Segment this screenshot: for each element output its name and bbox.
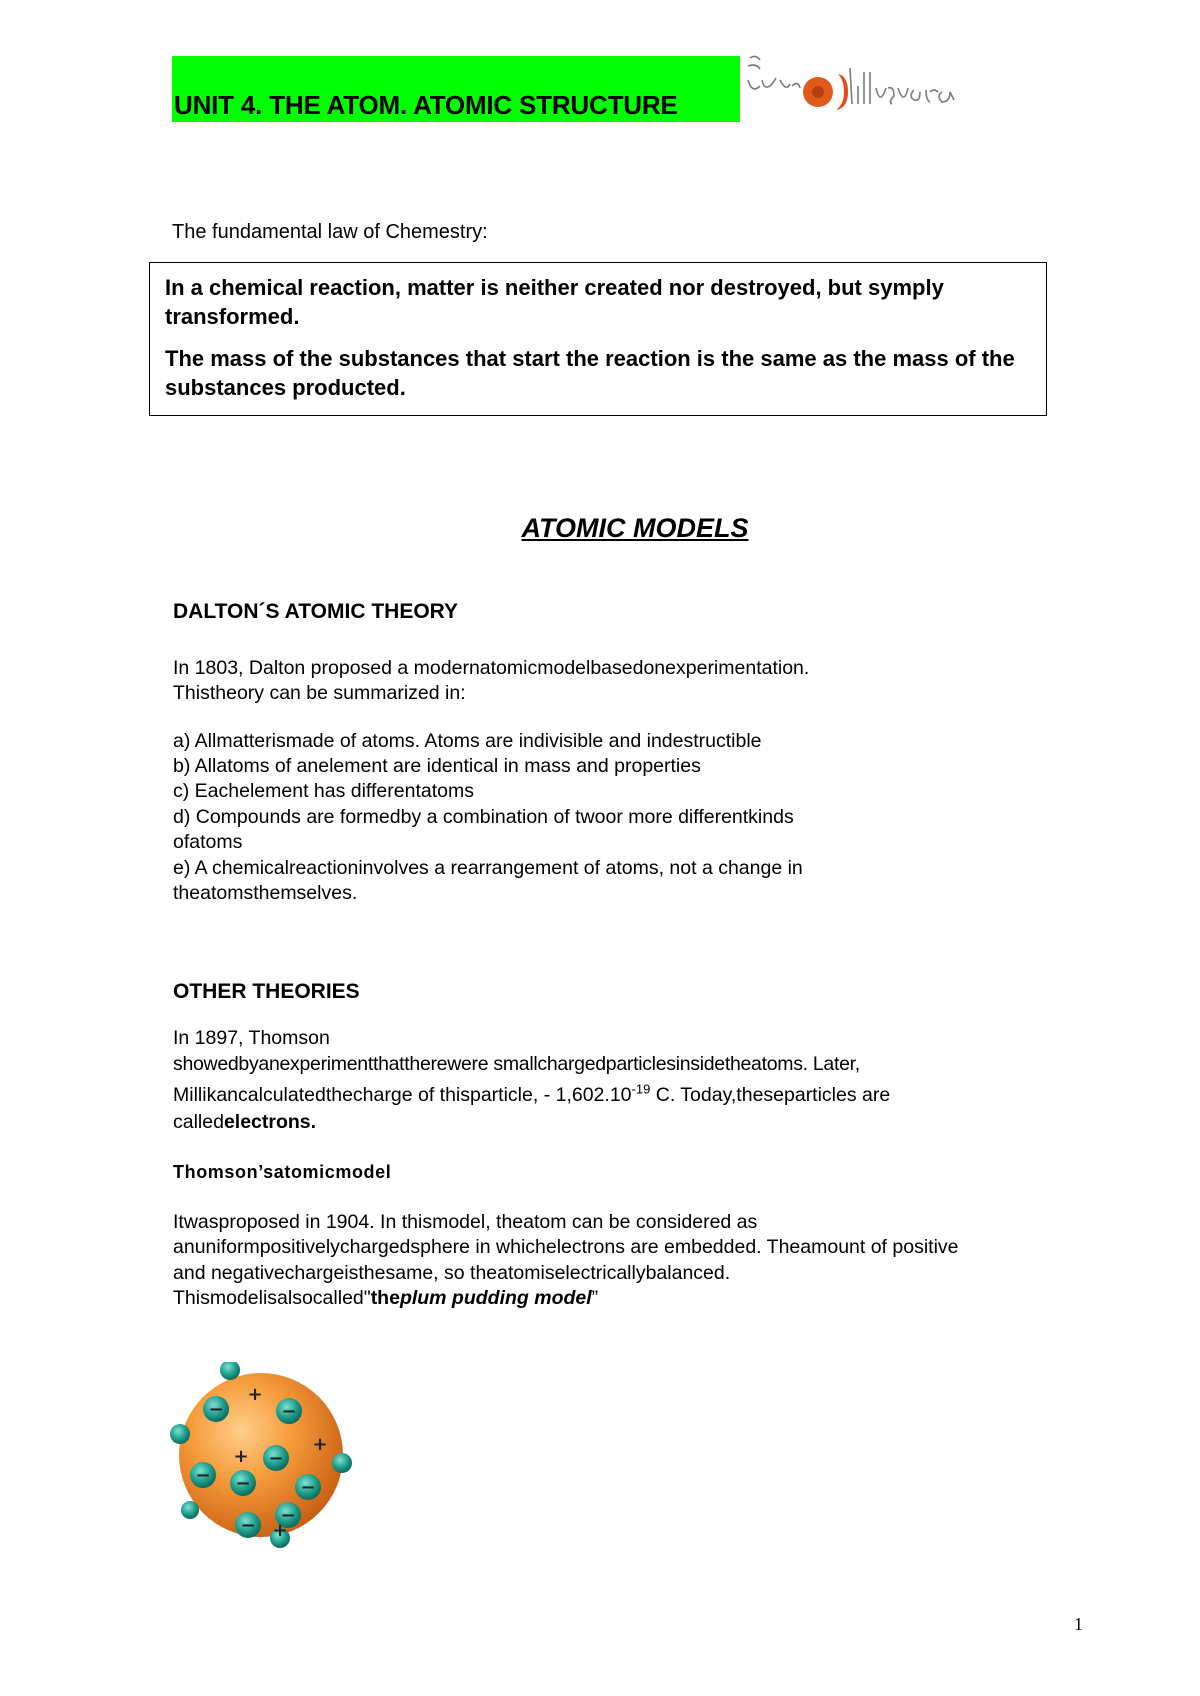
thomson-text: Thismodelisalsocalled" [173,1287,371,1309]
dalton-heading: DALTON´S ATOMIC THEORY [173,600,459,623]
dalton-point: b) Allatoms of anelement are identical in mass and properties [173,755,701,777]
exponent: -19 [631,1081,651,1097]
minus-sign: − [208,1399,224,1420]
minus-sign: − [300,1477,316,1498]
other-text: Millikancalculatedthecharge of thisparticle, - 1,602.10 [173,1084,632,1106]
dalton-point: ofatoms [173,831,243,853]
minus-sign: − [235,1473,251,1494]
thomson-line: anuniformpositivelychargedsphere in whichelectrons are embedded. Theamount of positive [173,1236,959,1258]
other-line: showedbyanexperimentthattherewere smallchargedparticlesinsidetheatoms. Later, [173,1053,860,1075]
electrons-term: electrons. [223,1111,317,1133]
thomson-line: Itwasproposed in 1904. In thismodel, theatom can be considered as [173,1211,758,1233]
dalton-point: e) A chemicalreactioninvolves a rearrangement of atoms, not a change in [173,857,803,879]
plus-sign: + [312,1434,328,1455]
other-text: called [173,1111,224,1133]
minus-sign: − [268,1448,284,1469]
law-mass-statement: The mass of the substances that start the reaction is the same as the mass of the substances producted. [165,346,1015,400]
plus-sign: + [272,1520,288,1541]
thomson-text: the [370,1287,400,1309]
dalton-point: a) Allmatterismade of atoms. Atoms are indivisible and indestructible [173,730,762,752]
thomson-line: and negativechargeisthesame, so theatomiselectricallybalanced. [173,1262,731,1284]
law-statement: In a chemical reaction, matter is neither created nor destroyed, but symply transformed. [165,275,944,329]
dalton-point: d) Compounds are formedby a combination of twoor more differentkinds [173,806,794,828]
thomson-text: ” [591,1287,599,1309]
other-line: In 1897, Thomson [173,1027,330,1049]
school-logo [738,50,968,130]
minus-sign: − [195,1465,211,1486]
other-line [173,1110,316,1135]
dalton-intro-line: Thistheory can be summarized in: [173,682,466,704]
minus-sign: − [281,1401,297,1422]
page-number: 1 [1074,1614,1083,1634]
dalton-point: c) Eachelement has differentatoms [173,780,474,802]
plus-sign: + [233,1446,249,1467]
thomson-heading: Thomson’satomicmodel [173,1162,392,1182]
thomson-line [173,1286,598,1311]
unit-title: UNIT 4. THE ATOM. ATOMIC STRUCTURE [174,90,678,120]
intro-label: The fundamental law of Chemestry: [172,221,488,243]
other-line [173,1083,890,1108]
plum-pudding-term: plum pudding model [399,1287,592,1309]
dalton-point: theatomsthemselves. [173,882,358,904]
other-theories-heading: OTHER THEORIES [173,980,360,1003]
law-box [149,262,1047,416]
plus-sign: + [247,1384,263,1405]
other-text: C. Today,theseparticles are [650,1084,891,1106]
minus-sign: − [240,1515,256,1536]
plum-pudding-figure [168,1362,354,1548]
minus-sign: − [280,1505,296,1526]
dalton-intro-line: In 1803, Dalton proposed a modernatomicmodelbasedonexperimentation. [173,657,810,679]
atomic-models-heading: ATOMIC MODELS [521,513,749,543]
